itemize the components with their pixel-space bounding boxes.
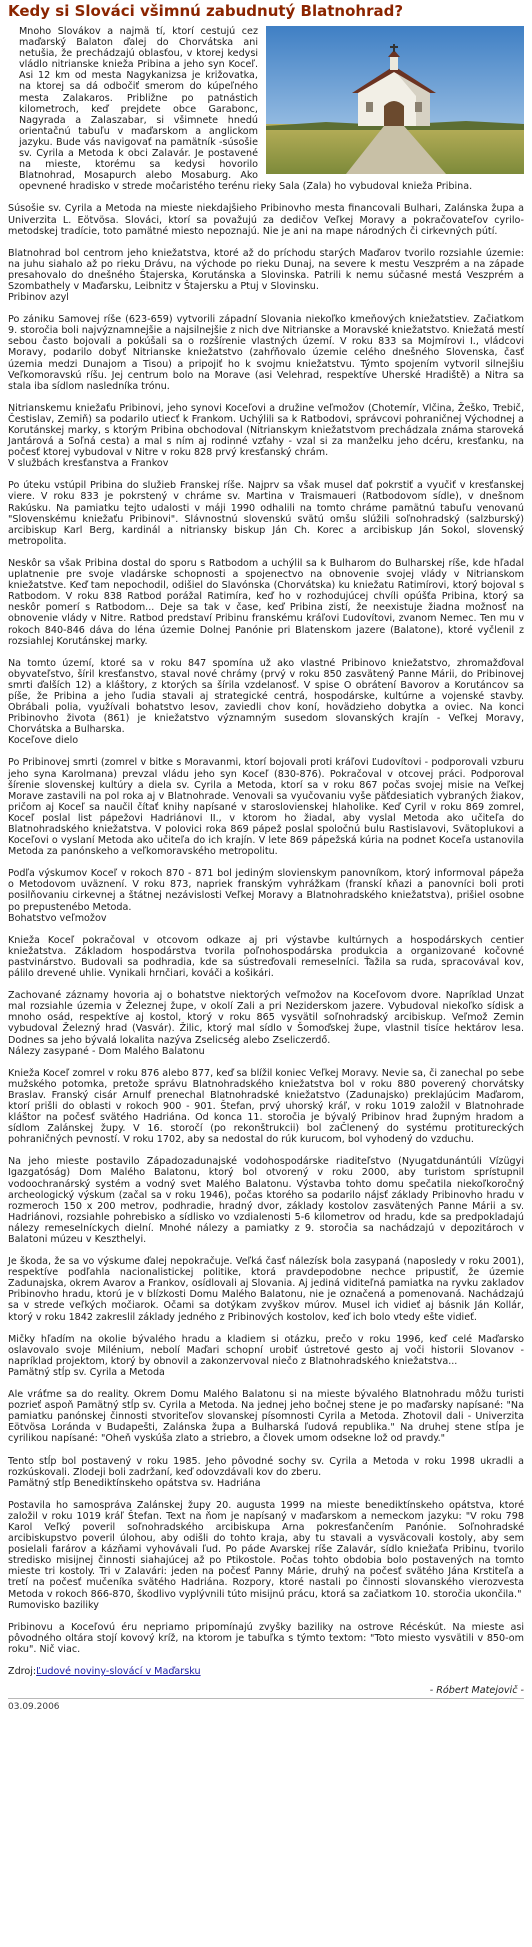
paragraph-text: Ale vráťme sa do reality. Okrem Domu Malého Balatonu si na mieste bývalého Blatnohradu môžu turisti pozrieť aspoň Pamätný stĺp sv. Cyrila a Metoda. Na jednej jeho bočnej stene je po maďarsky napísané: "Na pamiatku panónskej činnosti stvoriteľov slovanskej písomnosti Cyrila a Metoda. Zhotovil dali - Univerzita Eötvösa Loránda v Budapešti, Zalánska župa a Bulharská ľudová republika." Na druhej stene stĺpa je cyrilikou napísané: "Oheň vyskúša zlato a striebro, a človek umom odsekne lož od pravdy." bbox=[8, 1389, 524, 1445]
section-subheading: Rumovisko baziliky bbox=[8, 1599, 99, 1611]
section-subheading: Pamätný stĺp sv. Cyrila a Metoda bbox=[8, 1366, 165, 1378]
paragraph-text: Po Pribinovej smrti (zomrel v bitke s Moravanmi, ktorí bojovali proti kráľovi Ľudovítovi - podporovali vzburu jeho syna Karolmana) prevzal vládu jeho syn Koceľ (830-876). Pokračoval v otcovej práci. Podporoval šírenie slovenskej kultúry a diela sv. Cyrila a Metoda, ktorí sa v roku 867 počas svojej misie na Veľkej Morave zastavili na pol roka aj v Blatnohrade. Venovali sa vyučovaniu vyše päťdesiatich vybraných žiakov, pričom aj Koceľ sa naučil čítať knihy napísané v staroslovienskej hlaholike. Keď Cyril v roku 869 zomrel, Koceľ poslal list pápežovi Hadriánovi II., v ktorom ho žiadal, aby vyslal Metoda ako učiteľa do Blatnohradského kniežatstva. V polovici roka 869 pápež poslal spoločnú bulu Rastislavovi, Svätoplukovi a Koceľovi o vyslaní Metoda ako učiteľa do ich krajín. V lete 869 pápežská kúria na podnet Koceľa ustanovila Metoda za panónskeho a veľkomoravského metropolitu. bbox=[8, 757, 524, 858]
body-paragraph bbox=[8, 480, 524, 547]
section-subheading: Koceľove dielo bbox=[8, 735, 79, 747]
article-title: Kedy si Slováci všimnú zabudnutý Blatnohrad? bbox=[8, 2, 404, 20]
paragraph-text: Blatnohrad bol centrom jeho kniežatstva, ktoré až do príchodu starých Maďarov tvorilo rozsiahle územie: na juhu siahalo až po rieku Drávu, na východe po rieku Dunaj, na severe k mestu Veszprém a na západe presahovalo do dnešného Štajerska, Korutánska a Slovinska. Patrili k nemu súčasné mestá Veszprém a Szombathely v Maďarsku, Leibnitz v Štajersku a Ptuj v Slovinsku. bbox=[8, 247, 524, 292]
author: - Róbert Matejovič - bbox=[429, 1685, 524, 1697]
body-paragraph bbox=[8, 1389, 524, 1444]
article-body bbox=[8, 203, 524, 1655]
body-paragraph bbox=[8, 558, 524, 647]
paragraph-text: Na tomto území, ktoré sa v roku 847 spomína už ako vlastné Pribinovo kniežatstvo, zhromažďoval obyvateľstvo, šíril kresťanstvo, staval nové chrámy (prvý v roku 850 zasvätený Panne Márii, do Pribinovej smrti ďalších 12) a kláštory, z ktorých sa šírila vzdelanosť. V spise O obrátení Bavorov a Korutáncov sa píše, že Pribina a jeho ľudia stavali aj strategické centrá, hospodárske, kultúrne a vojenské stavby. Obrábali polia, využívali bohatstvo lesov, zaviedli chov koní, hovädzieho dobytka a oviec. Na konci Pribinovho života (861) je kniežatstvo významným susedom slovanských krajín - Veľkej Moravy, Chorvátska a Bulharska. bbox=[8, 657, 524, 736]
paragraph-text: Po zániku Samovej ríše (623-659) vytvorili západní Slovania niekoľko kmeňových kniežatstiev. Začiatkom 9. storočia boli najvýznamnejšie a najsilnejšie z nich dve Nitrianske a Moravské kniežatstvo. Kniežatá mestí sebou často bojovali a pokúšali sa o rozšírenie vlastných území. V roku 833 sa Mojmírovi I., vládcovi Moravy, podarilo dobyť Nitrianske kniežatstvo (zahŕňovalo územie celého dnešného Slovenska, časť územia medzi Dunajom a Tisou) a pripojiť ho k svojmu kniežatstvu. Týmto spojením vytvoril silnejšiu Veľkomoravskú ríšu. Jej centrum bolo na Morave (asi Velehrad, respektíve Uherské Hradiště) a Nitra sa stala iba sídlom nasledníka trónu. bbox=[8, 314, 524, 392]
publish-date: 03.09.2006 bbox=[8, 1702, 60, 1713]
source-line bbox=[8, 1666, 524, 1677]
body-paragraph bbox=[8, 1334, 524, 1378]
body-paragraph bbox=[8, 1156, 524, 1245]
body-paragraph bbox=[8, 1622, 524, 1655]
body-paragraph bbox=[8, 868, 524, 923]
source-label: Zdroj: bbox=[8, 1666, 37, 1677]
body-paragraph bbox=[8, 1456, 524, 1489]
intro-section bbox=[8, 26, 524, 192]
body-paragraph bbox=[8, 1068, 524, 1146]
paragraph-text: Súsošie sv. Cyrila a Metoda na mieste niekdajšieho Pribinovho mesta financovali Bulhari, Zalánska župa a Univerzita L. Eötvösa. Slováci, ktorí sa považujú za dedičov Veľkej Moravy a pokračovateľov cyrilo-metodskej tradície, toto pamätné miesto nepoznajú. Nie je ani na mape národných či cirkevných pútí. bbox=[8, 203, 524, 237]
body-paragraph bbox=[8, 248, 524, 303]
body-paragraph bbox=[8, 314, 524, 392]
section-subheading: Nálezy zasypané - Dom Malého Balatonu bbox=[8, 1045, 205, 1057]
body-paragraph bbox=[8, 1256, 524, 1323]
paragraph-text: Mičky hľadím na okolie bývalého hradu a kladiem si otázku, prečo v roku 1996, keď celé Maďarsko oslavovalo svoje Milénium, nebolí Maďari schopní urobiť ústretové gesto aj voči historii Slovanov - napríklad projektom, ktorý by obnovil a zakonzervoval niečo z Blatnohradského kniežatstva... bbox=[8, 1333, 524, 1367]
paragraph-text: Nitrianskemu kniežaťu Pribinovi, jeho synovi Koceľovi a družine veľmožov (Chotemír, Vlčina, Žeško, Trebič, Čestislav, Zemiň) sa podarilo utiecť k Frankom. Uchýlili sa k Ratbodovi, správcovi pohraničnej Východnej a Korutánskej marky, s ktorým Pribina obchodoval (Nitrianskym kniežatstvom prechádzala známa staroveká Jantárová a Soľná cesta) a mal s ním aj rodinné vzťahy - vzal si za manželku jeho dcéru, kresťanku, na počesť ktorej vybudoval v Nitre v roku 828 prvý kresťanský chrám. bbox=[8, 402, 524, 459]
paragraph-text: Knieža Koceľ zomrel v roku 876 alebo 877, keď sa blížil koniec Veľkej Moravy. Nevie sa, či zanechal po sebe mužského potomka, pretože správu Blatnohradského kniežatstva bol v roku 880 poverený chorvátsky Braslav. Franský cisár Arnulf prenechal Blatnohradské kniežatstvo (Zadunajsko) preklajúcim Maďarom, ktorí prišli do oblasti v rokoch 900 - 901. Štefan, prvý uhorský kráľ, v roku 1019 založil v Blatnohrade kláštor na počesť svätého Hadriána. Od konca 11. storočia je bývalý Pribinov hrad župným hradom a sídlom Zalánskej župy. V 16. storočí (po rekonštrukcii) bol zaČlenený do systému protitureckých pohraničných pevností. V roku 1702, aby sa nedostal do rúk kurucom, bol vyhodený do vzduchu. bbox=[8, 1067, 524, 1146]
body-paragraph bbox=[8, 935, 524, 979]
chapel-photo bbox=[266, 26, 524, 174]
body-paragraph bbox=[8, 1500, 524, 1611]
paragraph-text: Po úteku vstúpil Pribina do služieb Franskej ríše. Najprv sa však musel dať pokrstiť a vyučiť v kresťanskej viere. V roku 833 je pokrstený v chráme sv. Martina v Traismaueri (Ratbodovom sídle), v dnešnom Rakúsku. Na pamiatku tejto udalosti v máji 1990 odhalili na tomto chráme pamätnú tabuľu venovanú "Slovenskému kniežaťu Pribinovi". Slávnostnú slovenskú svätú omšu slúžili soľnohradský (salzburský) arcibiskup Karl Berg, kardinál a nitriansky biskup Ján Ch. Korec a arcibiskup Ján Sokol, slovenský metropolita. bbox=[8, 480, 524, 547]
section-subheading: Bohatstvo veľmožov bbox=[8, 912, 107, 924]
paragraph-text: Neskôr sa však Pribina dostal do sporu s Ratbodom a uchýlil sa k Bulharom do Bulharskej ríše, kde hľadal uplatnenie pre svoje vladárske schopnosti a spojenectvo na obnovenie svojej vlády v Nitrianskom kniežatstve. Keď tam nepochodil, odišiel do Slavónska (Chorvátska) ku kniežatu Ratimírovi, ktorý bojoval s Ratbodom. V roku 838 Ratbod porážal Ratimíra, keď ho v rozhodujúcej chvíli opúšťa Pribina, ktorý sa neskôr pomerí s Ratbodom... Deje sa tak v čase, keď Pribina zistí, že neexistuje žiadna možnosť na obnovenie vlády v Nitre. Ratbod predstaví Pribinu franskému kráľovi Ľudovítovi, zvanom Nemec. Ten mu v rokoch 840-846 dáva do léna územie Dolnej Panónie pri Blatenskom jazere (Balatone), ktoré vyčlenil z rozsiahlej Korutánskej marky. bbox=[8, 557, 524, 647]
divider bbox=[8, 1698, 524, 1699]
paragraph-text: Pribinovu a Koceľovú éru nepriamo pripomínajú zvyšky baziliky na ostrove Récéskút. Na mieste asi pôvodného oltára stojí kovový kríž, na ktorom je tabuľka s týmto textom: "Toto miesto vysvätili v 850-om roku". Nič viac. bbox=[8, 1621, 524, 1655]
intro-paragraph: Mnoho Slovákov a najmä tí, ktorí cestujú cez maďarský Balaton ďalej do Chorvátska ani netušia, že prechádzajú oblasťou, v ktorej kedysi vládlo nitrianske knieža Pribina a jeho syn Koceľ. Asi 12 km od mesta Nagykanizsa je križovatka, na ktorej sa dá odbočiť smerom do kúpeľného mesta Zalakaros. Približne po patnástich kilometroch, keď prejdete obce Garabonc, Nagyrada a Zalaszabar, si všimnete hnedú orientačnú tabuľu v maďarskom a anglickom jazyku. Bude vás navigovať na pamätník -súsošie sv. Cyrila a Metoda k obci Zalavár. Je postavené na mieste, ktorému sa kedysi hovorilo Blatnohrad, Mosapurch alebo Mosaburg. Ako opevnené hradisko v strede močaristého terénu rieky Sala (Zala) ho vybudoval knieža Pribina. bbox=[19, 26, 473, 193]
paragraph-text: Zachované záznamy hovoria aj o bohatstve niektorých veľmožov na Koceľovom dvore. Napríklad Unzat mal rozsiahle územia v Železnej župe, v okolí Zali a pri Neziderskom jazere. Vybudoval niekoľko sídisk a mnoho osád, respektíve aj kostol, ktorý v roku 865 vysvätil soľnohradský arcibiskup. Veľmož Zemin vybudoval Železný hrad (Vasvár). Žilic, ktorý mal sídlo v Šomoďskej župe, vlastnil tisíce hektárov lesa. Dodnes sa jeho bývalá lokalita nazýva Zselicség alebo Zseliczerdő. bbox=[8, 990, 524, 1046]
body-paragraph bbox=[8, 403, 524, 470]
source-link[interactable]: Ľudové noviny-slovácí v Maďarsku bbox=[36, 1666, 201, 1677]
body-paragraph bbox=[8, 658, 524, 747]
paragraph-text: Na jeho mieste postavilo Západozadunajské vodohospodárske riaditeľstvo (Nyugatdunántúli Vízügyi Igazgatóság) Dom Malého Balatonu, ktorý bol otvorený v roku 2000, aby turistom sprístupnil vodoochranárský systém a vodný svet Malého Balatonu. Výstavba tohto domu spečatila niekoľkoročný archeologický výskum (začal sa v roku 1946), počas ktorého sa podarilo nájsť základy Pribinovho hradu v rozmeroch 150 x 200 metrov, podhradie, hradný dvor, základy kostolov zasvätených Panne Márii a sv. Hadriánovi, rozsiahle pohrebisko a sídlisko vo vzdialenosti 5-6 kilometrov od hradu, kde sa predpokladajú nálezy remeselníckych dielní. Mnohé nálezy a pamiatky z 9. storočia sa nachádzajú v depozitároch v Balatoni múzeu v Keszthelyi. bbox=[8, 1156, 524, 1245]
paragraph-text: Je škoda, že sa vo výskume ďalej nepokračuje. Veľká časť nálezísk bola zasypaná (naposledy v roku 2001), respektíve podľahla nacionalistickej politike, ktorá pravdepodobne nechce pripustiť, že územie Zadunajska, okrem Avarov a Frankov, osídlovali aj Slovania. Aj jediná viditeľná pamiatka na ryvku zakladov Pribinovho hradu, ktorú je v blízkosti Domu Malého Balatonu, nie je označená a pomenovaná. Nachádzajú sa v strede veľkých močiarok. Očami sa dotýkam zvyškov múrov. Musel ich vidieť aj básnik Ján Kollár, ktorý v roku 1842 zakreslil základy jedného z Pribinových kostolov, keď ich bolo vtedy ešte vidieť. bbox=[8, 1256, 524, 1323]
section-subheading: Pribinov azyl bbox=[8, 292, 69, 304]
body-paragraph bbox=[8, 203, 524, 236]
section-subheading: Pamätný stĺp Benediktínskeho opátstva sv. Hadriána bbox=[8, 1477, 261, 1489]
article bbox=[8, 0, 524, 1712]
body-paragraph bbox=[8, 990, 524, 1057]
paragraph-text: Podľa výskumov Koceľ v rokoch 870 - 871 bol jediným slovienskym panovníkom, ktorý informoval pápeža o Metodovom uväznení. V roku 873, napriek franským vyhrážkam (franskí kňazi a panovníci boli proti posilňovaniu cirkevnej a štátnej nezávislosti Veľkej Moravy a Blatnohradského kniežatstva), prišiel osobne po prepustenébo Metoda. bbox=[8, 868, 524, 913]
body-paragraph bbox=[8, 757, 524, 857]
paragraph-text: Tento stĺp bol postavený v roku 1985. Jeho pôvodné sochy sv. Cyrila a Metoda v roku 1998 ukradli a rozkúskovali. Zlodeji boli zadržaní, keď odovzdávali kov do zberu. bbox=[8, 1455, 524, 1478]
paragraph-text: Knieža Koceľ pokračoval v otcovom odkaze aj pri výstavbe kultúrnych a hospodárskych centier kniežatstva. Základom hospodárstva tvorila poľnohospodárska produkcia a organizované kočovné pastvinárstvo. Budovali sa podhradia, kde sa sústreďovali remeselníci. Ťažila sa ruda, spracovával kov, pálilo drevené uhlie. Vynikali hrnčiari, kováči a košikári. bbox=[8, 934, 524, 980]
section-subheading: V službách kresťanstva a Frankov bbox=[8, 458, 169, 470]
paragraph-text: Postavila ho samospráva Zalánskej župy 20. augusta 1999 na mieste benediktínskeho opátstva, ktoré založil v roku 1019 kráľ Štefan. Text na ňom je napísaný v maďarskom a nemeckom jazyku: "V roku 798 Karol Veľký poveril soľnohradského arcibiskupa Arna pokresťančením Panónie. Soľnohradské arcibiskupstvo poveril úlohou, aby odišli do tohto kraja, aby tu stavali a vysväcovali kostoly, aby sem posielali farárov a kázňami vyhovávali ľud. Po páde Avarskej ríše Zalavár, sídlo kniežaťa Pribinu, tvorilo stredisko misijnej činnosti siahajúcej až po Ptikostole. Počas tohto obdobia bolo postavených na tomto mieste tri kostoly. Tri v Zalavári: jeden na počesť Panny Márie, druhý na počesť svätého Jána Krstiteľa a tretí na počesť mučeníka svätého Hadriána. Rozpory, ktoré nastali po činnosti slovanského vierozvesta Metoda v rokoch 866-870, škodlivo vyplývnili túto misijnú prácu, ktorá sa začiatkom 10. storočia ukončila." bbox=[8, 1499, 524, 1600]
